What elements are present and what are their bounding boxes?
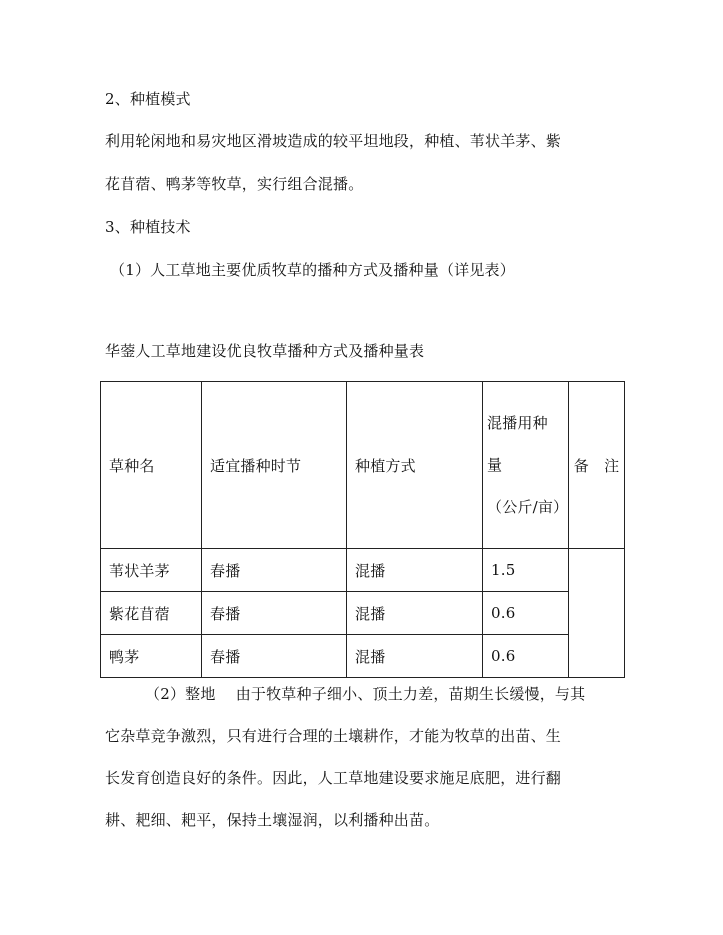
subsection-1-heading: （1）人工草地主要优质牧草的播种方式及播种量（详见表） [110,261,515,279]
cell-grass-name: 苇状羊茅 [101,549,202,592]
header-seeding-rate-line-2: 量 [487,456,503,474]
header-seeding-rate [483,382,569,549]
header-remark: 备 注 [569,382,625,549]
table-row [101,635,625,678]
table-row [101,549,625,592]
subsection-2-line-4: 耕、耙细、耙平，保持土壤湿润，以利播种出苗。 [105,811,440,829]
cell-planting-method: 混播 [347,592,483,635]
header-seeding-rate-line-1: 混播用种 [487,414,548,432]
header-planting-method: 种植方式 [347,382,483,549]
table-caption: 华蓥人工草地建设优良牧草播种方式及播种量表 [105,342,425,360]
header-grass-name: 草种名 [101,382,202,549]
section-2-paragraph-line-2: 花苜蓿、鸭茅等牧草，实行组合混播。 [105,175,364,193]
section-2-paragraph-line-1: 利用轮闲地和易灾地区滑坡造成的较平坦地段，种植、苇状羊茅、紫 [105,132,562,150]
cell-sowing-season: 春播 [202,592,347,635]
cell-sowing-season: 春播 [202,549,347,592]
cell-planting-method: 混播 [347,635,483,678]
cell-sowing-season: 春播 [202,635,347,678]
cell-grass-name: 紫花苜蓿 [101,592,202,635]
section-2-heading: 2、种植模式 [105,90,191,108]
cell-remark [569,549,625,678]
cell-seeding-rate: 1.5 [483,549,569,592]
cell-seeding-rate: 0.6 [483,635,569,678]
cell-seeding-rate: 0.6 [483,592,569,635]
subsection-2-line-3: 长发育创造良好的条件。因此，人工草地建设要求施足底肥，进行翻 [105,769,562,787]
cell-planting-method: 混播 [347,549,483,592]
section-3-heading: 3、种植技术 [105,218,191,236]
seeding-rate-table [100,381,625,678]
table-header-row [101,382,625,549]
subsection-2-line-2: 它杂草竞争激烈，只有进行合理的土壤耕作，才能为牧草的出苗、生 [105,727,562,745]
table-row [101,592,625,635]
cell-grass-name: 鸭茅 [101,635,202,678]
header-sowing-season: 适宜播种时节 [202,382,347,549]
header-seeding-rate-line-3: （公斤/亩） [487,498,569,516]
subsection-2-line-1: （2）整地 由于牧草种子细小、顶土力差，苗期生长缓慢，与其 [145,685,586,703]
